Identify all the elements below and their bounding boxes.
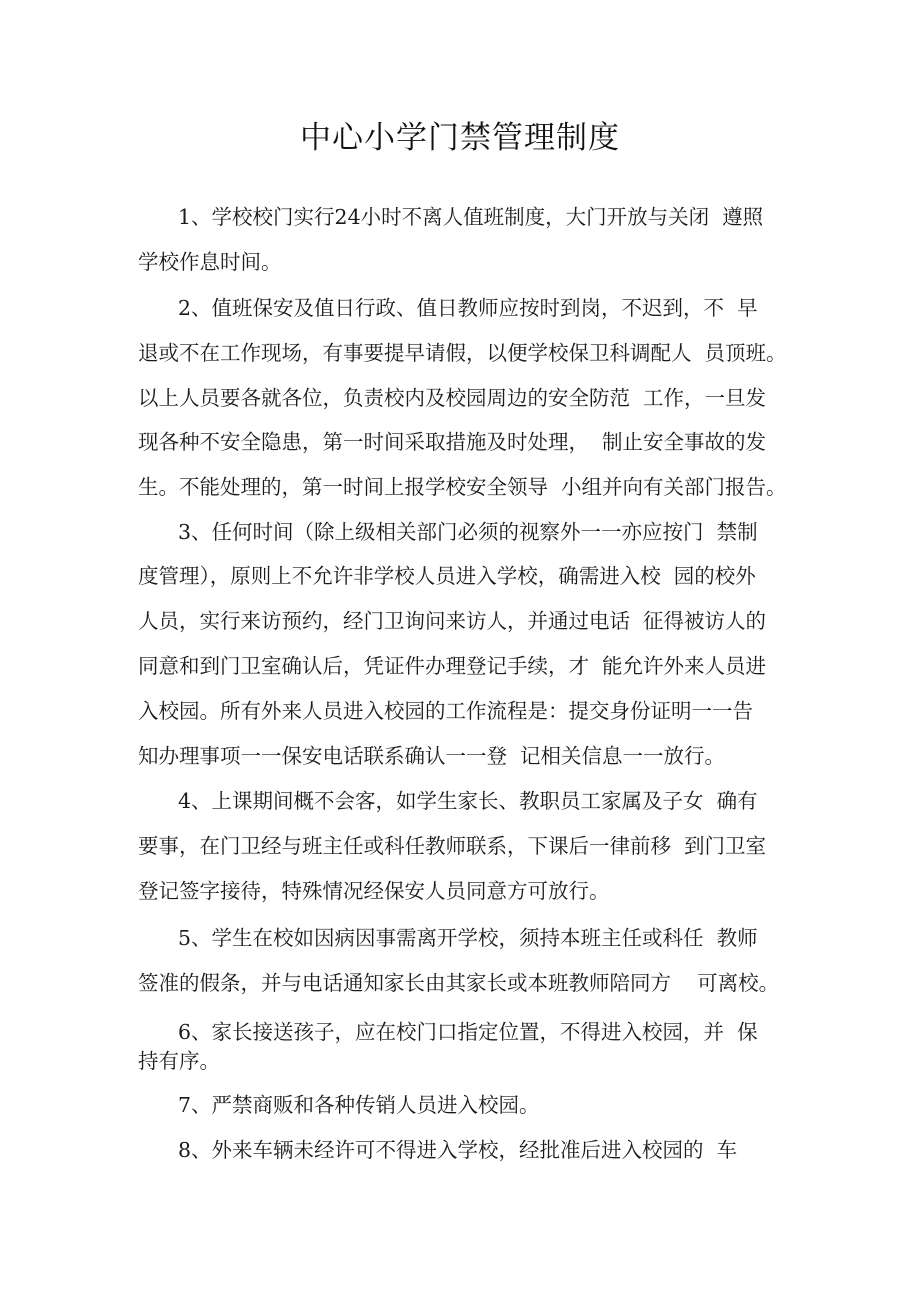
text-line: 5、学生在校如因病因事需离开学校，须持本班主任或科任 教师	[178, 926, 758, 950]
text-line: 度管理），原则上不允许非学校人员进入学校，确需进入校 园的校外	[138, 564, 756, 588]
text-line: 签准的假条，并与电话通知家长由其家长或本班教师陪同方 可离校。	[138, 971, 780, 995]
text-line: 1、学校校门实行24小时不离人值班制度，大门开放与关闭 遵照	[178, 205, 764, 229]
text-line: 要事，在门卫经与班主任或科任教师联系，下课后一律前移 到门卫室	[138, 834, 767, 858]
document-title: 中心小学门禁管理制度	[300, 120, 620, 156]
text-line: 6、家长接送孩子，应在校门口指定位置，不得进入校园，并 保	[178, 1020, 758, 1044]
text-line: 7、严禁商贩和各种传销人员进入校园。	[178, 1093, 540, 1117]
text-line: 4、上课期间概不会客，如学生家长、教职员工家属及子女 确有	[178, 789, 758, 813]
text-line: 入校园。所有外来人员进入校园的工作流程是：提交身份证明一一告	[138, 699, 753, 723]
text-line: 8、外来车辆未经许可不得进入学校，经批准后进入校园的 车	[178, 1138, 738, 1162]
text-line: 现各种不安全隐患，第一时间采取措施及时处理， 制止安全事故的发	[138, 430, 767, 454]
text-line: 以上人员要各就各位，负责校内及校园周边的安全防范 工作，一旦发	[138, 386, 767, 410]
text-line: 退或不在工作现场，有事要提早请假，以便学校保卫科调配人 员顶班。	[138, 341, 787, 365]
text-line: 同意和到门卫室确认后，凭证件办理登记手续，才 能允许外来人员进	[138, 654, 767, 678]
text-line: 登记签字接待，特殊情况经保安人员同意方可放行。	[138, 879, 610, 903]
text-line: 人员，实行来访预约，经门卫询问来访人，并通过电话 征得被访人的	[138, 609, 767, 633]
text-line: 知办理事项一一保安电话联系确认一一登 记相关信息一一放行。	[138, 744, 726, 768]
text-line: 3、任何时间（除上级相关部门必须的视察外一一亦应按门 禁制	[178, 520, 758, 544]
text-line: 持有序。	[138, 1049, 220, 1073]
text-line: 2、值班保安及值日行政、值日教师应按时到岗，不迟到，不 早	[178, 296, 758, 320]
text-line: 生。不能处理的，第一时间上报学校安全领导 小组并向有关部门报告。	[138, 475, 787, 499]
text-line: 学校作息时间。	[138, 250, 282, 274]
